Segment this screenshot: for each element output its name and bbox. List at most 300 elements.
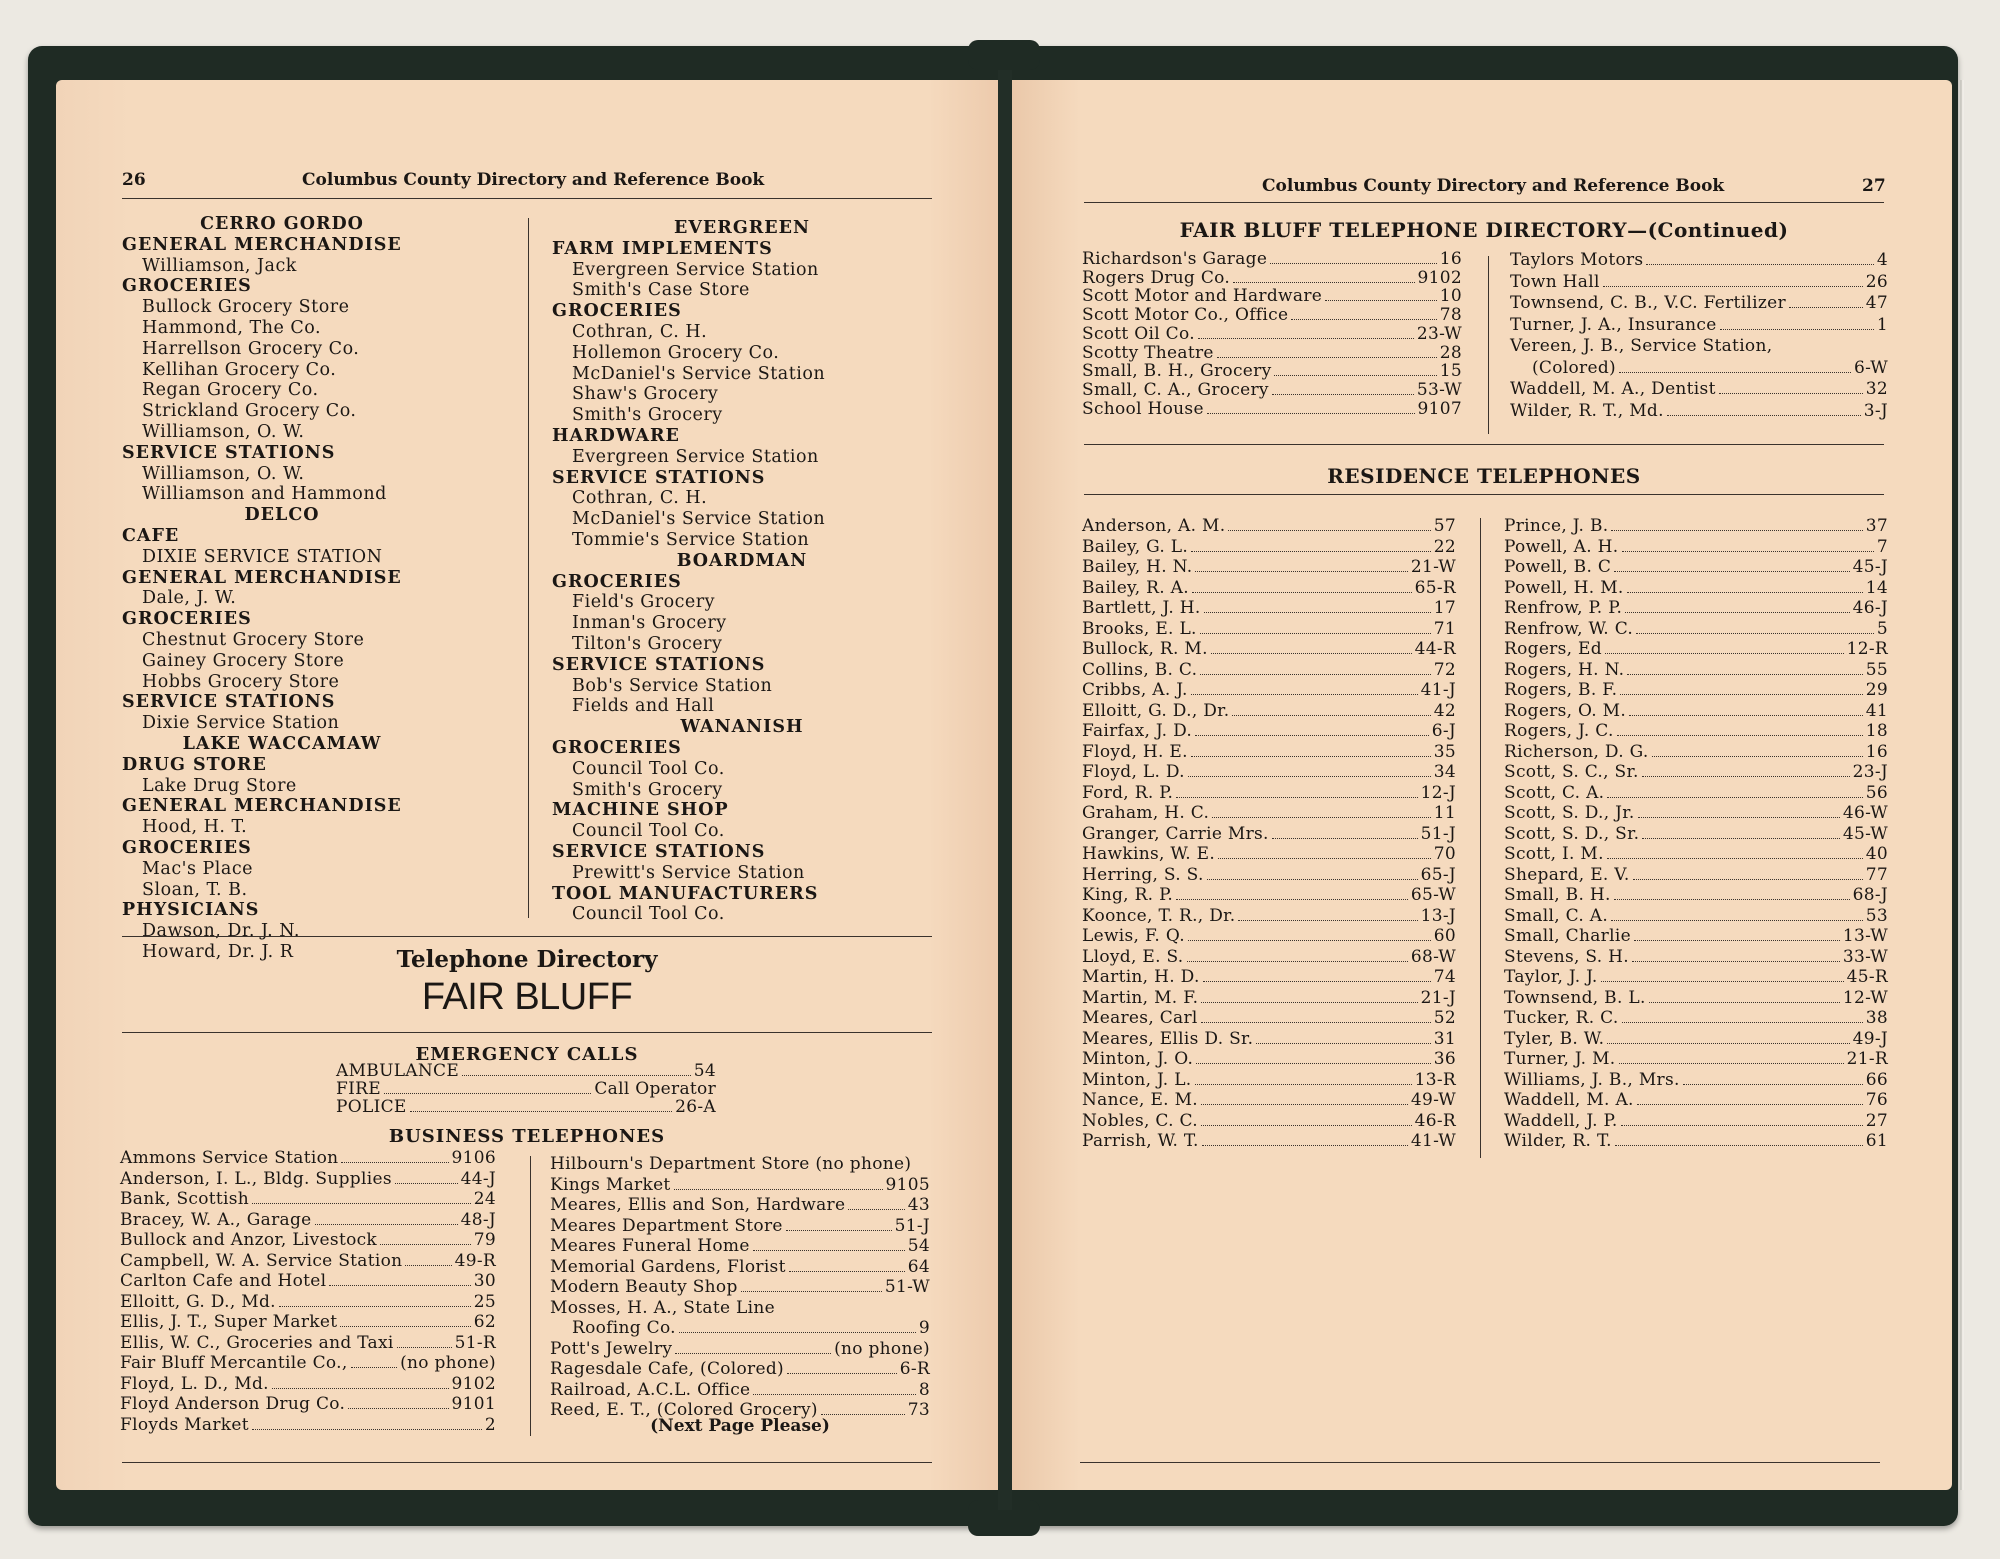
leader-dots: [1195, 1084, 1412, 1085]
leader-dots: [1176, 797, 1417, 798]
listing-number: 11: [1433, 803, 1456, 823]
listing-number: 29: [1865, 680, 1888, 700]
listing-name: FIRE: [336, 1079, 381, 1099]
leader-dots: [1191, 694, 1418, 695]
listing-row: [1510, 315, 1888, 337]
business-list-col1: [120, 1148, 496, 1435]
listing-number: 28: [1439, 342, 1462, 363]
listing-entry: Evergreen Service Station: [572, 259, 819, 280]
listing-name: Rogers, B. F.: [1504, 680, 1618, 700]
listing-name: Stevens, S. H.: [1504, 946, 1629, 967]
category-heading: GROCERIES: [122, 276, 252, 297]
listing-number: 23-W: [1416, 323, 1462, 344]
leader-dots: [1188, 940, 1431, 941]
listing-entry: Strickland Grocery Co.: [142, 401, 357, 422]
leader-dots: [1611, 530, 1862, 531]
listing-number: 41: [1865, 700, 1888, 721]
listing-name: Floyd Anderson Drug Co.: [120, 1394, 346, 1414]
listing-row: [1082, 926, 1456, 947]
listing-number: 24: [473, 1189, 496, 1209]
listing-name: Bartlett, J. H.: [1082, 598, 1201, 618]
right-running-header: Columbus County Directory and Reference Book: [1262, 176, 1725, 196]
listing-entry: Fields and Hall: [572, 696, 715, 717]
listing-row: [336, 1098, 716, 1116]
listing-entry: Harrellson Grocery Co.: [142, 338, 360, 359]
listing-entry: Council Tool Co.: [572, 904, 725, 925]
leader-dots: [1611, 920, 1863, 921]
listing-entry: Dawson, Dr. J. N.: [142, 921, 300, 942]
listing-name: Meares, Ellis D. Sr.: [1082, 1028, 1254, 1049]
listing-entry: Cothran, C. H.: [572, 488, 708, 509]
listing-row: [1504, 762, 1888, 783]
category-heading: SERVICE STATIONS: [552, 654, 766, 675]
listing-row: [336, 1062, 716, 1080]
listing-number: 6-J: [1431, 721, 1456, 741]
listing-number: 5: [1876, 618, 1888, 639]
left-mid-rule: [122, 936, 932, 937]
leader-dots: [348, 1408, 448, 1409]
listing-number: 41-W: [1410, 1131, 1456, 1151]
listing-row: [120, 1312, 496, 1333]
leader-dots: [1637, 1104, 1863, 1105]
left-directory-col2: [552, 218, 932, 925]
listing-name: Lewis, F. Q.: [1082, 926, 1185, 946]
leader-dots: [1667, 415, 1861, 416]
listing-number: Call Operator: [594, 1079, 716, 1099]
listing-row: [1504, 721, 1888, 742]
category-heading: PHYSICIANS: [122, 900, 260, 921]
category-heading: SERVICE STATIONS: [122, 692, 336, 713]
listing-row: [1510, 358, 1888, 380]
listing-row: [1504, 516, 1888, 537]
listing-name: Nance, E. M.: [1082, 1090, 1198, 1110]
listing-name: Ammons Service Station: [120, 1148, 339, 1168]
listing-entry: Dale, J. W.: [142, 588, 237, 609]
listing-name: Townsend, B. L.: [1504, 987, 1646, 1008]
listing-number: 49-J: [1852, 1028, 1888, 1049]
listing-entry: Smith's Grocery: [572, 779, 723, 800]
listing-number: 21-R: [1846, 1049, 1888, 1069]
category-heading: FARM IMPLEMENTS: [552, 238, 773, 259]
listing-number: 51-R: [454, 1332, 496, 1353]
listing-number: 13-J: [1420, 905, 1456, 926]
listing-name: Richardson's Garage: [1082, 249, 1268, 269]
listing-name: Floyd, L. D.: [1082, 762, 1185, 782]
leader-dots: [252, 1203, 471, 1204]
listing-name: Anderson, A. M.: [1082, 516, 1226, 536]
listing-row: [120, 1292, 496, 1313]
listing-row: [550, 1195, 930, 1216]
category-heading: CAFE: [122, 525, 180, 546]
listing-entry: Sloan, T. B.: [142, 879, 248, 900]
listing-entry: McDaniel's Service Station: [572, 363, 826, 384]
listing-number: 53-W: [1416, 379, 1462, 400]
leader-dots: [787, 1373, 897, 1374]
listing-name: Taylor, J. J.: [1504, 967, 1598, 987]
leader-dots: [1203, 981, 1431, 982]
leader-dots: [675, 1353, 831, 1354]
listing-number: 26-A: [675, 1097, 716, 1117]
listing-name: Ellis, W. C., Groceries and Taxi: [120, 1332, 394, 1353]
listing-number: 68-J: [1852, 885, 1888, 905]
listing-name: POLICE: [336, 1097, 407, 1117]
listing-name: Townsend, C. B., V.C. Fertilizer: [1510, 293, 1786, 313]
leader-dots: [821, 1414, 905, 1415]
category-heading: GENERAL MERCHANDISE: [122, 567, 402, 588]
listing-name: Minton, J. O.: [1082, 1049, 1194, 1069]
leader-dots: [1621, 1125, 1863, 1126]
listing-name: Scott, I. M.: [1504, 844, 1604, 864]
listing-number: 9: [918, 1318, 930, 1338]
listing-name: Meares Funeral Home: [550, 1236, 750, 1256]
listing-number: 3-J: [1863, 400, 1888, 421]
listing-number: 61: [1865, 1131, 1888, 1151]
listing-row: [1082, 783, 1456, 804]
listing-name: Wilder, R. T.: [1504, 1131, 1612, 1151]
listing-name: Bullock, R. M.: [1082, 639, 1208, 659]
leader-dots: [1212, 817, 1431, 818]
listing-entry: Hollemon Grocery Co.: [572, 342, 780, 363]
listing-number: 74: [1433, 967, 1456, 987]
listing-name: Brooks, E. L.: [1082, 618, 1197, 639]
listing-number: 79: [473, 1230, 496, 1250]
listing-row: [1504, 1049, 1888, 1070]
listing-row: [1504, 701, 1888, 722]
category-heading: DRUG STORE: [122, 754, 267, 775]
leader-dots: [1211, 653, 1412, 654]
listing-number: 17: [1433, 598, 1456, 618]
leader-dots: [1634, 940, 1840, 941]
listing-row: [1504, 885, 1888, 906]
listing-entry: Williamson, O. W.: [142, 421, 305, 442]
listing-number: 44-J: [460, 1168, 496, 1189]
right-page: [1004, 80, 1952, 1490]
listing-number: 51-J: [1420, 823, 1456, 844]
leader-dots: [340, 1326, 470, 1327]
listing-name: Pott's Jewelry: [550, 1338, 673, 1359]
listing-name: Cribbs, A. J.: [1082, 680, 1188, 700]
listing-number: 47: [1865, 293, 1888, 313]
listing-row: [120, 1415, 496, 1436]
listing-number: 2: [484, 1414, 496, 1435]
leader-dots: [1614, 571, 1849, 572]
listing-number: 45-R: [1846, 967, 1888, 987]
listing-row: [1504, 639, 1888, 660]
listing-name: Waddell, M. A.: [1504, 1090, 1634, 1110]
listing-number: (no phone): [400, 1353, 496, 1373]
left-footer-rule: [122, 1462, 932, 1463]
leader-dots: [1272, 394, 1414, 395]
listing-entry: Lake Drug Store: [142, 775, 297, 796]
listing-number: 41-J: [1420, 680, 1456, 700]
listing-row: [1082, 381, 1462, 400]
leader-dots: [1233, 282, 1414, 283]
listing-number: 16: [1865, 741, 1888, 762]
listing-number: 25: [473, 1291, 496, 1312]
listing-row: [1082, 824, 1456, 845]
leader-dots: [1218, 858, 1431, 859]
listing-entry: Council Tool Co.: [572, 758, 725, 779]
listing-row: [550, 1154, 930, 1175]
listing-row: [1504, 660, 1888, 681]
listing-row: [1082, 344, 1462, 363]
listing-row: [1504, 967, 1888, 988]
leader-dots: [252, 1429, 482, 1430]
listing-name: Powell, A. H.: [1504, 536, 1619, 557]
leader-dots: [1683, 1084, 1863, 1085]
leader-dots: [741, 1291, 882, 1292]
listing-entry: Hammond, The Co.: [142, 317, 322, 338]
town-heading: BOARDMAN: [676, 550, 808, 571]
listing-name: Herring, S. S.: [1082, 864, 1204, 885]
listing-name: Turner, J. M.: [1504, 1049, 1616, 1069]
spine-top: [968, 40, 1040, 70]
listing-name: Elloitt, G. D., Dr.: [1082, 700, 1230, 721]
listing-row: [1504, 557, 1888, 578]
listing-row: [1504, 803, 1888, 824]
listing-row: [1082, 844, 1456, 865]
listing-number: 9101: [451, 1394, 496, 1414]
book-gutter: [998, 70, 1012, 1510]
category-heading: SERVICE STATIONS: [552, 841, 766, 862]
listing-name: Small, B. H., Grocery: [1082, 361, 1272, 382]
listing-number: 12-J: [1420, 782, 1456, 803]
leader-dots: [1207, 879, 1418, 880]
listing-row: [1082, 988, 1456, 1009]
listing-number: 9106: [451, 1148, 496, 1168]
right-header-rule: [1084, 202, 1884, 203]
listing-row: [336, 1080, 716, 1098]
listing-number: 71: [1433, 618, 1456, 639]
listing-entry: DIXIE SERVICE STATION: [142, 546, 383, 567]
leader-dots: [1627, 674, 1862, 675]
listing-name: Martin, M. F.: [1082, 987, 1199, 1008]
listing-entry: Regan Grocery Co.: [142, 380, 319, 401]
listing-row: [120, 1251, 496, 1272]
category-heading: HARDWARE: [552, 425, 680, 446]
listing-row: [1082, 1131, 1456, 1152]
listing-row: [550, 1257, 930, 1278]
listing-name: Minton, J. L.: [1082, 1069, 1192, 1090]
leader-dots: [272, 1388, 449, 1389]
listing-entry: Tilton's Grocery: [572, 633, 723, 654]
leader-dots: [674, 1189, 883, 1190]
listing-row: [550, 1175, 930, 1196]
listing-row: [1504, 1070, 1888, 1091]
listing-number: 72: [1433, 659, 1456, 680]
listing-row: [550, 1236, 930, 1257]
listing-row: [1504, 988, 1888, 1009]
listing-number: 9102: [1417, 267, 1462, 288]
left-running-header: Columbus County Directory and Reference Book: [302, 170, 765, 190]
leader-dots: [315, 1224, 458, 1225]
town-heading: DELCO: [244, 505, 320, 526]
leader-dots: [351, 1367, 398, 1368]
listing-name: Bracey, W. A., Garage: [120, 1209, 312, 1230]
leader-dots: [1198, 338, 1414, 339]
leader-dots: [462, 1075, 691, 1076]
residence-list-col2: [1504, 516, 1888, 1152]
listing-name: Rogers Drug Co.: [1082, 267, 1231, 288]
leader-dots: [1270, 263, 1437, 264]
listing-name: Williams, J. B., Mrs.: [1504, 1069, 1680, 1090]
listing-number: 6-W: [1853, 357, 1888, 378]
listing-number: 9102: [451, 1373, 496, 1394]
leader-dots: [1195, 571, 1407, 572]
listing-number: 52: [1433, 1008, 1456, 1028]
listing-number: 26: [1865, 271, 1888, 292]
listing-row: [1082, 865, 1456, 886]
listing-name: Small, Charlie: [1504, 926, 1631, 946]
listing-row: [1082, 557, 1456, 578]
listing-name: Lloyd, E. S.: [1082, 946, 1184, 967]
listing-name: Bailey, H. N.: [1082, 557, 1193, 577]
listing-name: Wilder, R. T., Md.: [1510, 400, 1664, 421]
listing-number: 9105: [885, 1174, 930, 1195]
leader-dots: [848, 1209, 904, 1210]
listing-row: [1504, 844, 1888, 865]
listing-entry: Smith's Case Store: [572, 280, 750, 301]
leader-dots: [405, 1265, 451, 1266]
listing-entry: Bullock Grocery Store: [142, 297, 350, 318]
town-heading: EVERGREEN: [674, 218, 810, 238]
listing-number: 16: [1439, 249, 1462, 269]
listing-row: [1504, 742, 1888, 763]
listing-name: Memorial Gardens, Florist: [550, 1256, 786, 1277]
leader-dots: [1228, 530, 1430, 531]
listing-number: 21-J: [1420, 987, 1456, 1008]
listing-number: 55: [1865, 659, 1888, 680]
leader-dots: [1201, 1104, 1408, 1105]
listing-number: 49-R: [454, 1250, 496, 1271]
listing-entry: Council Tool Co.: [572, 821, 725, 842]
listing-name: Vereen, J. B., Service Station,: [1510, 336, 1773, 356]
listing-row: [120, 1394, 496, 1415]
listing-name: Small, C. A.: [1504, 905, 1609, 926]
listing-entry: Smith's Grocery: [572, 405, 723, 426]
listing-row: [1504, 619, 1888, 640]
listing-name: Ragesdale Cafe, (Colored): [550, 1359, 784, 1379]
leader-dots: [1622, 551, 1874, 552]
listing-row: [1504, 783, 1888, 804]
listing-entry: Williamson and Hammond: [142, 484, 387, 505]
listing-number: 35: [1433, 741, 1456, 762]
leader-dots: [789, 1271, 905, 1272]
listing-row: [1504, 1008, 1888, 1029]
category-heading: GROCERIES: [122, 837, 252, 858]
emergency-list: [336, 1062, 716, 1116]
listing-name: Powell, B. C: [1504, 557, 1612, 577]
listing-number: 64: [907, 1256, 930, 1277]
listing-entry: Prewitt's Service Station: [572, 862, 805, 883]
listing-name: Koonce, T. R., Dr.: [1082, 905, 1236, 926]
leader-dots: [1633, 879, 1863, 880]
listing-row: [1082, 516, 1456, 537]
listing-number: 54: [907, 1236, 930, 1256]
listing-number: 57: [1433, 516, 1456, 536]
listing-name: Scott Oil Co.: [1082, 323, 1195, 344]
listing-row: [120, 1210, 496, 1231]
listing-row: [1504, 1029, 1888, 1050]
listing-row: [1504, 926, 1888, 947]
leader-dots: [395, 1183, 458, 1184]
listing-entry: Williamson, Jack: [142, 255, 297, 276]
leader-dots: [1642, 838, 1840, 839]
listing-row: [1082, 721, 1456, 742]
listing-number: 27: [1865, 1110, 1888, 1131]
listing-entry: Hobbs Grocery Store: [142, 671, 340, 692]
listing-number: 9107: [1417, 398, 1462, 419]
listing-number: 46-J: [1852, 598, 1888, 618]
listing-name: Bullock and Anzor, Livestock: [120, 1230, 378, 1250]
leader-dots: [1196, 1063, 1431, 1064]
leader-dots: [1274, 375, 1436, 376]
leader-dots: [1217, 357, 1437, 358]
listing-name: Parrish, W. T.: [1082, 1131, 1199, 1151]
listing-name: Scotty Theatre: [1082, 342, 1214, 363]
listing-name: Tucker, R. C.: [1504, 1008, 1619, 1028]
listing-name: Collins, B. C.: [1082, 659, 1198, 680]
listing-number: 54: [693, 1061, 716, 1081]
listing-entry: Williamson, O. W.: [142, 463, 305, 484]
listing-number: 4: [1876, 250, 1888, 270]
listing-number: 40: [1865, 844, 1888, 864]
listing-row: [1082, 762, 1456, 783]
category-heading: GENERAL MERCHANDISE: [122, 234, 402, 255]
left-directory-col1: [122, 214, 442, 963]
listing-name: Town Hall: [1510, 271, 1600, 292]
business-telephones-title: BUSINESS TELEPHONES: [388, 1126, 666, 1147]
category-heading: TOOL MANUFACTURERS: [552, 883, 819, 904]
right-top-divider: [1488, 256, 1489, 434]
right-page-number: 27: [1862, 176, 1886, 196]
listing-entry: Hood, H. T.: [142, 817, 248, 838]
leader-dots: [1201, 1022, 1431, 1023]
listing-row: [120, 1374, 496, 1395]
listing-number: 13-W: [1842, 926, 1888, 946]
listing-row: [1082, 1029, 1456, 1050]
listing-name: Scott, S. D., Sr.: [1504, 823, 1640, 844]
leader-dots: [1614, 899, 1850, 900]
listing-row: [1510, 272, 1888, 294]
listing-name: Prince, J. B.: [1504, 516, 1609, 536]
listing-number: 42: [1433, 700, 1456, 721]
leader-dots: [1272, 838, 1418, 839]
listing-row: [120, 1230, 496, 1251]
listing-number: 56: [1865, 782, 1888, 803]
listing-row: [1082, 906, 1456, 927]
listing-row: [550, 1380, 930, 1401]
listing-number: 68-W: [1410, 946, 1456, 967]
leader-dots: [1256, 1043, 1430, 1044]
listing-name: Tyler, B. W.: [1504, 1028, 1605, 1049]
listing-name: Nobles, C. C.: [1082, 1110, 1198, 1131]
leader-dots: [1638, 817, 1840, 818]
listing-name: Scott Motor and Hardware: [1082, 286, 1323, 307]
leader-dots: [1192, 592, 1412, 593]
listing-name: (Colored): [1532, 357, 1616, 378]
listing-row: [1082, 660, 1456, 681]
listing-row: [1504, 824, 1888, 845]
listing-number: 6-R: [899, 1359, 930, 1379]
leader-dots: [1188, 776, 1431, 777]
listing-number: 60: [1433, 926, 1456, 946]
listing-row: [1082, 250, 1462, 269]
listing-entry: Bob's Service Station: [572, 675, 773, 696]
listing-entry: Evergreen Service Station: [572, 446, 819, 467]
leader-dots: [1204, 612, 1431, 613]
listing-row: [120, 1353, 496, 1374]
